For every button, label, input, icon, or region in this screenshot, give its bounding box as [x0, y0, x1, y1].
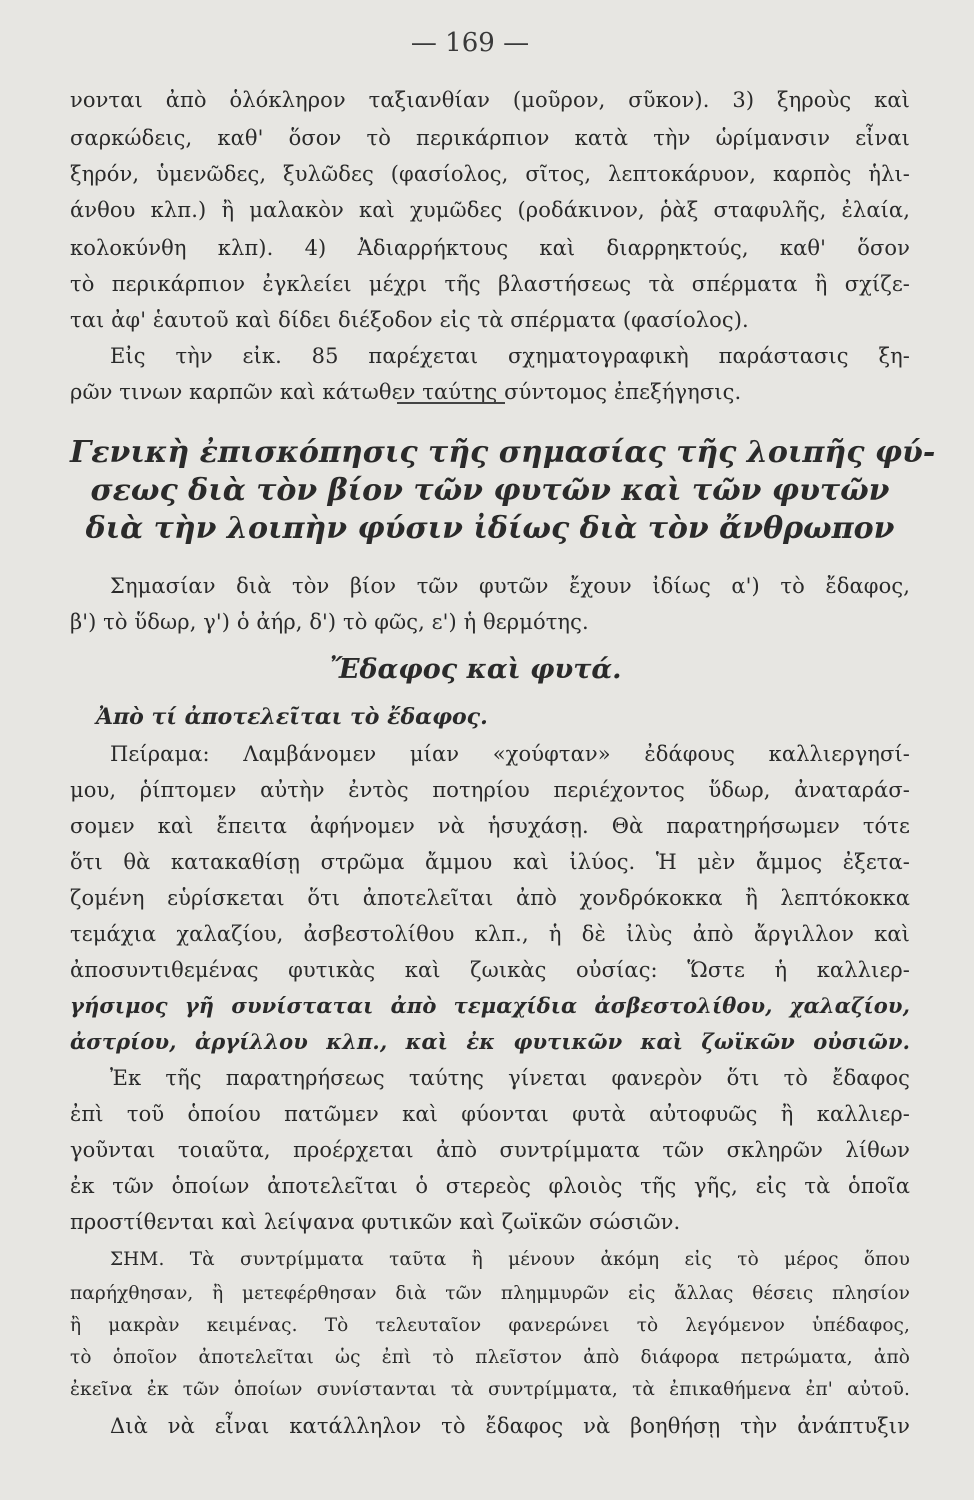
section-heading-line: Γενικὴ ἐπισκόπησις τῆς σημασίας τῆς λοιπῆς φύ-: [70, 435, 936, 470]
page-number: — 169 —: [410, 28, 530, 58]
text-line: ζομένη εὑρίσκεται ὅτι ἀποτελεῖται ἀπὸ χονδρόκοκκα ἢ λεπτόκοκκα: [70, 886, 910, 910]
text-line: ρῶν τινων καρπῶν καὶ κάτωθεν ταύτης σύντομος ἐπεξήγησις.: [70, 380, 742, 404]
text-line: σομεν καὶ ἔπειτα ἀφήνομεν νὰ ἡσυχάσῃ. Θὰ παρατηρήσωμεν τότε: [70, 814, 910, 838]
section-divider: [397, 402, 505, 404]
subheading: Ἔδαφος καὶ φυτά.: [330, 654, 622, 685]
text-line: ξηρόν, ὑμενῶδες, ξυλῶδες (φασίολος, σῖτος, λεπτοκάρυον, καρπὸς ἡλι-: [70, 162, 910, 186]
subsubheading: Ἀπὸ τί ἀποτελεῖται τὸ ἔδαφος.: [96, 704, 488, 730]
note-line: ἢ μακρὰν κειμένας. Τὸ τελευταῖον φανερώνει τὸ λεγόμενον ὑπέδαφος,: [70, 1315, 910, 1336]
text-line: γήσιμος γῆ συνίσταται ἀπὸ τεμαχίδια ἀσβεστολίθου, χαλαζίου,: [70, 993, 910, 1018]
text-line: β') τὸ ὕδωρ, γ') ὁ ἀήρ, δ') τὸ φῶς, ε') ἡ θερμότης.: [70, 610, 589, 634]
text-line: ἐπὶ τοῦ ὁποίου πατῶμεν καὶ φύονται φυτὰ αὐτοφυῶς ἢ καλλιερ-: [70, 1102, 910, 1126]
text-line: ται ἀφ' ἑαυτοῦ καὶ δίδει διέξοδον εἰς τὰ σπέρματα (φασίολος).: [70, 308, 749, 332]
text-line: Διὰ νὰ εἶναι κατάλληλον τὸ ἔδαφος νὰ βοηθήσῃ τὴν ἀνάπτυξιν: [110, 1414, 910, 1438]
text-line: τεμάχια χαλαζίου, ἀσβεστολίθου κλπ., ἡ δὲ ἰλὺς ἀπὸ ἄργιλλον καὶ: [70, 922, 910, 946]
note-line: ΣΗΜ. Τὰ συντρίμματα ταῦτα ἢ μένουν ἀκόμη εἰς τὸ μέρος ὅπου: [110, 1249, 910, 1270]
text-line: Πείραμα: Λαμβάνομεν μίαν «χούφταν» ἐδάφους καλλιεργησί-: [110, 742, 910, 766]
text-line: ἐκ τῶν ὁποίων ἀποτελεῖται ὁ στερεὸς φλοιὸς τῆς γῆς, εἰς τὰ ὁποῖα: [70, 1174, 910, 1198]
text-line: μου, ῥίπτομεν αὐτὴν ἐντὸς ποτηρίου περιέχοντος ὕδωρ, ἀναταράσ-: [70, 778, 910, 802]
text-line: Ἐκ τῆς παρατηρήσεως ταύτης γίνεται φανερὸν ὅτι τὸ ἔδαφος: [110, 1066, 910, 1090]
text-line: τὸ περικάρπιον ἐγκλείει μέχρι τῆς βλαστήσεως τὰ σπέρματα ἢ σχίζε-: [70, 272, 910, 296]
text-line: νονται ἀπὸ ὁλόκληρον ταξιανθίαν (μοῦρον, σῦκον). 3) ξηροὺς καὶ: [70, 88, 910, 112]
text-line: ἀποσυντιθεμένας φυτικὰς καὶ ζωικὰς οὐσίας: Ὥστε ἡ καλλιερ-: [70, 958, 910, 982]
note-line: παρήχθησαν, ἢ μετεφέρθησαν διὰ τῶν πλημμυρῶν εἰς ἄλλας θέσεις πλησίον: [70, 1283, 910, 1304]
text-line: κολοκύνθη κλπ). 4) Ἀδιαρρήκτους καὶ διαρρηκτούς, καθ' ὅσον: [70, 236, 910, 260]
note-line: τὸ ὁποῖον ἀποτελεῖται ὡς ἐπὶ τὸ πλεῖστον ἀπὸ διάφορα πετρώματα, ἀπὸ: [70, 1347, 910, 1368]
text-line: ἀστρίου, ἀργίλλου κλπ., καὶ ἐκ φυτικῶν καὶ ζωϊκῶν οὐσιῶν.: [70, 1029, 910, 1054]
text-line: άνθου κλπ.) ἢ μαλακὸν καὶ χυμῶδες (ροδάκινον, ῥὰξ σταφυλῆς, ἐλαία,: [70, 198, 910, 222]
section-heading-line: διὰ τὴν λοιπὴν φύσιν ἰδίως διὰ τὸν ἄνθρωπον: [85, 511, 895, 546]
text-line: γοῦνται τοιαῦτα, προέρχεται ἀπὸ συντρίμματα τῶν σκληρῶν λίθων: [70, 1138, 910, 1162]
text-line: προστίθενται καὶ λείψανα φυτικῶν καὶ ζωϊκῶν σώσιῶν.: [70, 1210, 681, 1234]
text-line: σαρκώδεις, καθ' ὅσον τὸ περικάρπιον κατὰ τὴν ὡρίμανσιν εἶναι: [70, 126, 910, 150]
text-line: Εἰς τὴν εἰκ. 85 παρέχεται σχηματογραφικὴ παράστασις ξη-: [110, 344, 910, 368]
text-line: Σημασίαν διὰ τὸν βίον τῶν φυτῶν ἔχουν ἰδίως α') τὸ ἔδαφος,: [110, 574, 910, 598]
note-line: ἐκεῖνα ἐκ τῶν ὁποίων συνίστανται τὰ συντρίμματα, τὰ ἐπικαθήμενα ἐπ' αὐτοῦ.: [70, 1379, 910, 1400]
section-heading-line: σεως διὰ τὸν βίον τῶν φυτῶν καὶ τῶν φυτῶν: [90, 473, 890, 508]
text-line: ὅτι θὰ κατακαθίσῃ στρῶμα ἄμμου καὶ ἰλύος. Ἡ μὲν ἄμμος ἐξετα-: [70, 850, 910, 874]
